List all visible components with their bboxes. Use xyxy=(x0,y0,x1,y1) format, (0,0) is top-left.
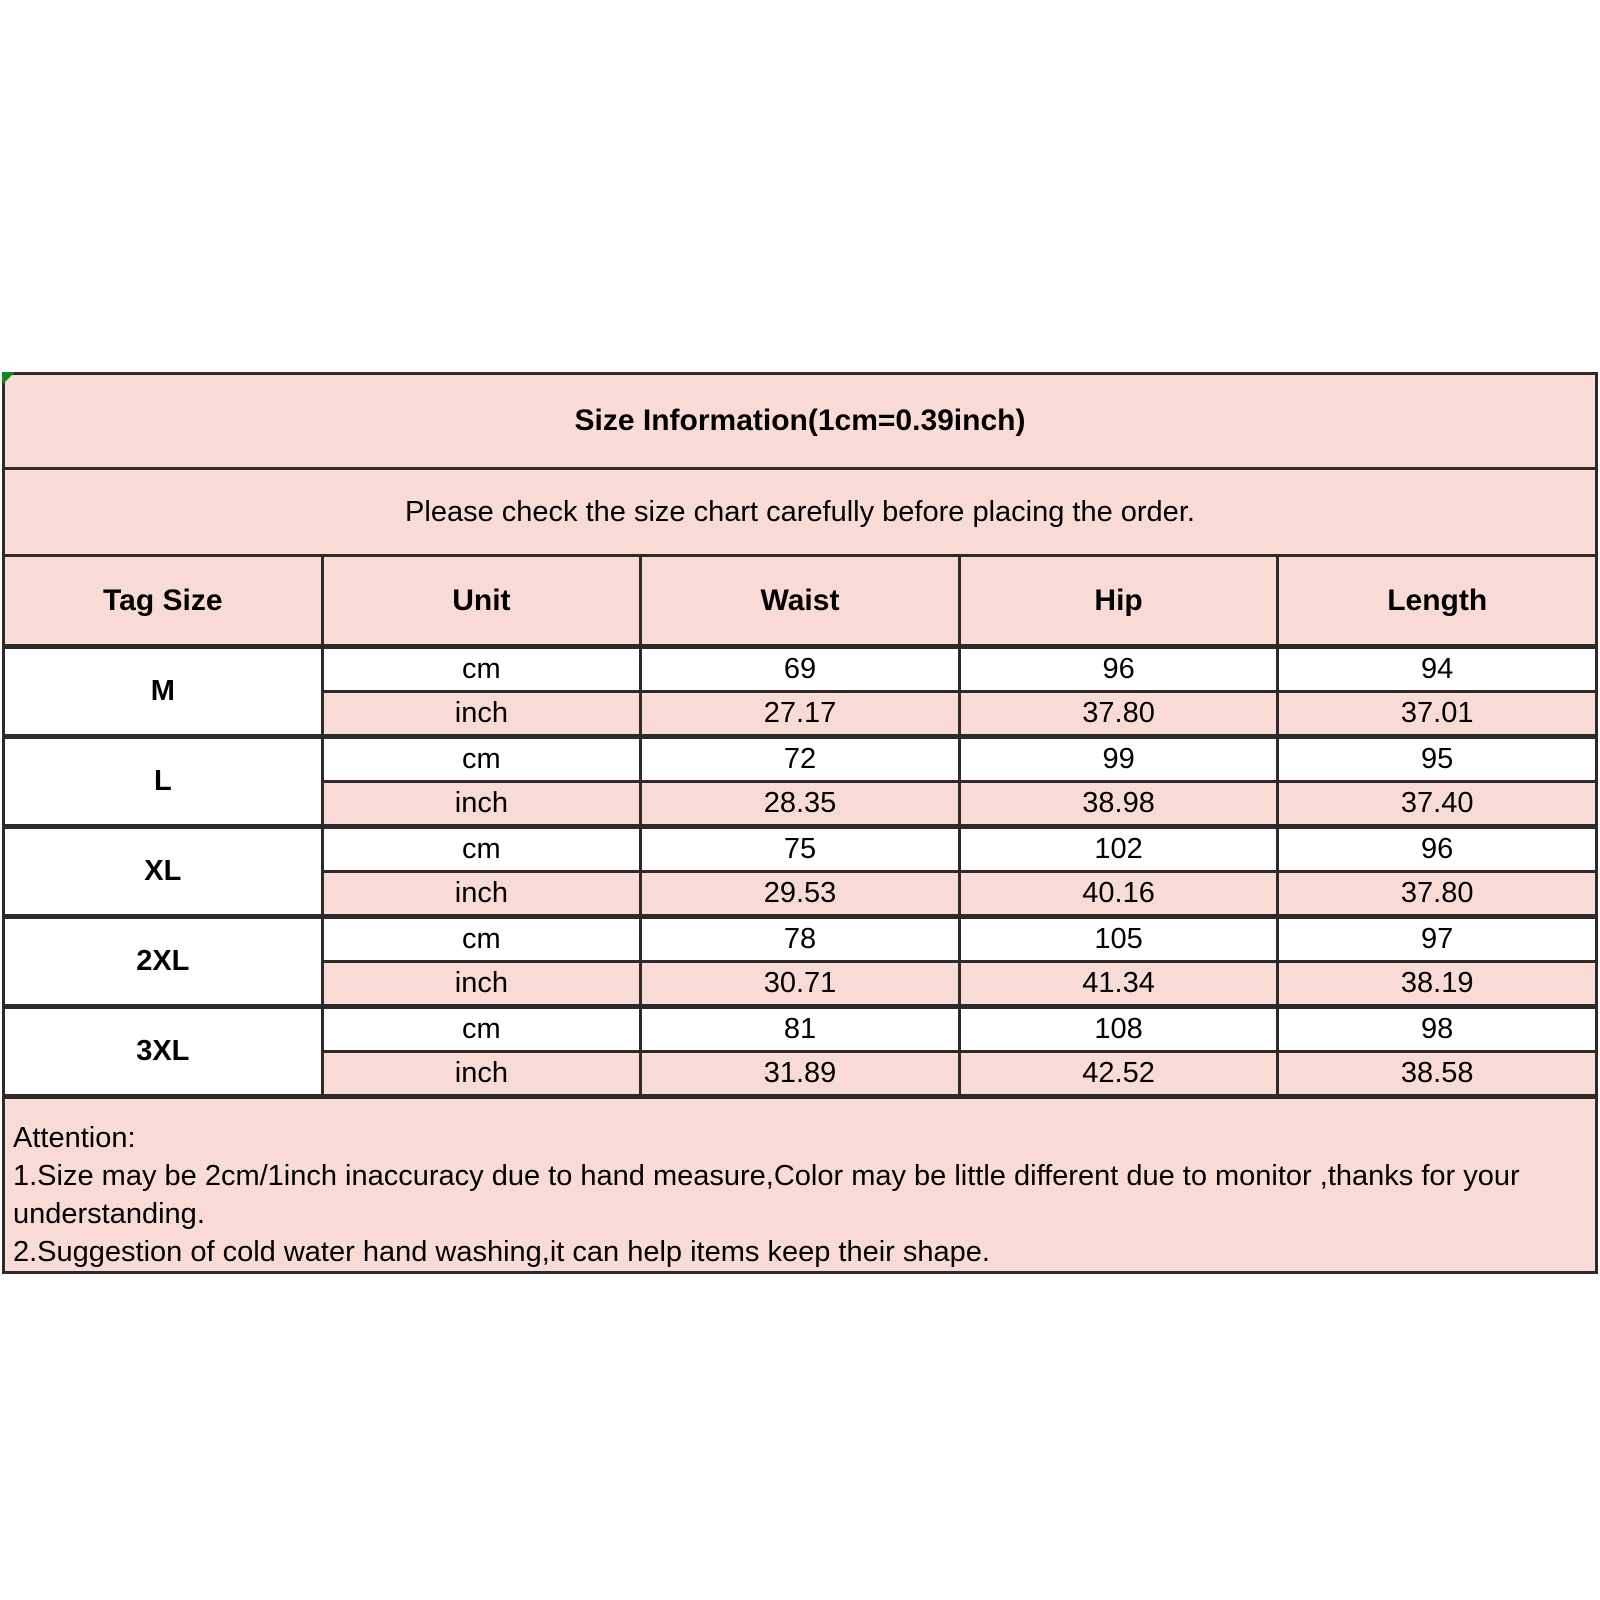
measurement-cell: 75 xyxy=(641,827,960,872)
measurement-cell: 96 xyxy=(959,647,1278,692)
unit-label-cell: cm xyxy=(322,737,641,782)
attention-line: 1.Size may be 2cm/1inch inaccuracy due to hand measure,Color may be little different due to monitor ,thanks for your xyxy=(13,1160,1520,1192)
size-label-cell: 3XL xyxy=(4,1007,323,1097)
title-row xyxy=(4,374,1597,469)
measurement-cell: 31.89 xyxy=(641,1052,960,1097)
table-row xyxy=(4,1007,1597,1052)
column-header-length: Length xyxy=(1278,556,1597,647)
size-chart-table xyxy=(2,372,1598,1274)
measurement-cell: 40.16 xyxy=(959,872,1278,917)
table-subtitle: Please check the size chart carefully before placing the order. xyxy=(4,469,1597,556)
measurement-cell: 38.58 xyxy=(1278,1052,1597,1097)
unit-label-cell: inch xyxy=(322,872,641,917)
attention-row xyxy=(4,1097,1597,1273)
measurement-cell: 27.17 xyxy=(641,692,960,737)
measurement-cell: 42.52 xyxy=(959,1052,1278,1097)
unit-label-cell: cm xyxy=(322,1007,641,1052)
measurement-cell: 108 xyxy=(959,1007,1278,1052)
attention-line: understanding. xyxy=(13,1198,205,1230)
column-header-waist: Waist xyxy=(641,556,960,647)
measurement-cell: 78 xyxy=(641,917,960,962)
size-label-cell: M xyxy=(4,647,323,737)
unit-label-cell: cm xyxy=(322,827,641,872)
measurement-cell: 38.98 xyxy=(959,782,1278,827)
subtitle-row xyxy=(4,469,1597,556)
measurement-cell: 72 xyxy=(641,737,960,782)
column-header-hip: Hip xyxy=(959,556,1278,647)
measurement-cell: 30.71 xyxy=(641,962,960,1007)
table-row xyxy=(4,917,1597,962)
unit-label-cell: inch xyxy=(322,962,641,1007)
attention-block xyxy=(4,1097,1597,1273)
size-label-cell: 2XL xyxy=(4,917,323,1007)
measurement-cell: 96 xyxy=(1278,827,1597,872)
table-title: Size Information(1cm=0.39inch) xyxy=(4,374,1597,469)
measurement-cell: 37.80 xyxy=(1278,872,1597,917)
measurement-cell: 81 xyxy=(641,1007,960,1052)
unit-label-cell: inch xyxy=(322,1052,641,1097)
attention-line: 2.Suggestion of cold water hand washing,it can help items keep their shape. xyxy=(13,1236,990,1268)
measurement-cell: 97 xyxy=(1278,917,1597,962)
table-row xyxy=(4,737,1597,782)
measurement-cell: 37.80 xyxy=(959,692,1278,737)
measurement-cell: 29.53 xyxy=(641,872,960,917)
table-row xyxy=(4,827,1597,872)
measurement-cell: 95 xyxy=(1278,737,1597,782)
measurement-cell: 69 xyxy=(641,647,960,692)
unit-label-cell: inch xyxy=(322,782,641,827)
measurement-cell: 102 xyxy=(959,827,1278,872)
measurement-cell: 38.19 xyxy=(1278,962,1597,1007)
measurement-cell: 105 xyxy=(959,917,1278,962)
size-label-cell: XL xyxy=(4,827,323,917)
measurement-cell: 28.35 xyxy=(641,782,960,827)
unit-label-cell: cm xyxy=(322,647,641,692)
unit-label-cell: cm xyxy=(322,917,641,962)
measurement-cell: 41.34 xyxy=(959,962,1278,1007)
column-header-tag-size: Tag Size xyxy=(4,556,323,647)
header-row xyxy=(4,556,1597,647)
measurement-cell: 99 xyxy=(959,737,1278,782)
corner-triangle-marker xyxy=(2,372,15,385)
measurement-cell: 94 xyxy=(1278,647,1597,692)
measurement-cell: 37.01 xyxy=(1278,692,1597,737)
attention-heading: Attention: xyxy=(13,1122,136,1154)
measurement-cell: 37.40 xyxy=(1278,782,1597,827)
column-header-unit: Unit xyxy=(322,556,641,647)
size-label-cell: L xyxy=(4,737,323,827)
table-row xyxy=(4,647,1597,692)
unit-label-cell: inch xyxy=(322,692,641,737)
measurement-cell: 98 xyxy=(1278,1007,1597,1052)
